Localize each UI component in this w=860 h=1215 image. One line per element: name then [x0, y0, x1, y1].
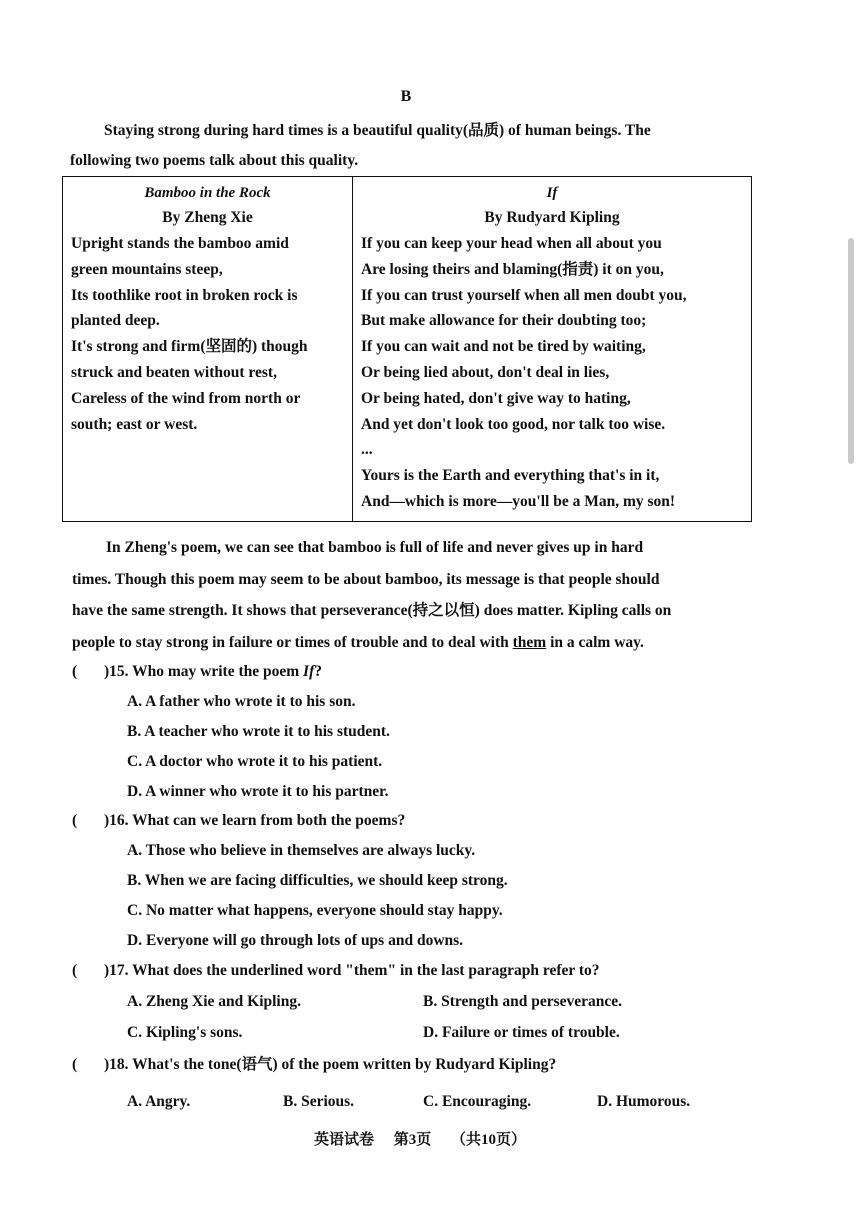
option: D. Failure or times of trouble. [423, 1024, 620, 1041]
poem-line: If you can wait and not be tired by waiting, [361, 338, 646, 356]
poem-author: By Rudyard Kipling [484, 209, 620, 226]
option: A. Angry. [127, 1093, 191, 1110]
option: A. Those who believe in themselves are always lucky. [127, 842, 476, 859]
question-15 [72, 657, 772, 807]
passage-line-4: people to stay strong in failure or times of trouble and to deal with them in a calm way. [72, 633, 644, 651]
intro-line-2: following two poems talk about this quality. [70, 152, 359, 169]
poem-line: Are losing theirs and blaming(指责) it on you, [361, 260, 664, 278]
poem-line: ... [361, 441, 373, 459]
page-footer [0, 1128, 840, 1149]
poem-line: struck and beaten without rest, [71, 363, 277, 381]
poem-line: If you can keep your head when all about you [361, 235, 662, 252]
passage-line-2: times. Though this poem may seem to be about bamboo, its message is that people should [72, 570, 660, 588]
question-stem: ( )17. What does the underlined word "them" in the last paragraph refer to? [72, 956, 772, 986]
underlined-word: them [512, 633, 547, 651]
answer-blank: ( [72, 663, 78, 680]
passage-line-3: have the same strength. It shows that perseverance(持之以恒) does matter. Kipling calls on [72, 602, 672, 619]
poem-line: Its toothlike root in broken rock is [71, 286, 298, 304]
section-letter: B [400, 88, 412, 105]
poem-line: And—which is more—you'll be a Man, my son! [361, 492, 676, 510]
question-18 [72, 1050, 772, 1120]
option: C. A doctor who wrote it to his patient. [127, 753, 383, 770]
question-stem: ( )15. Who may write the poem If? [72, 657, 772, 687]
answer-blank: ( [72, 812, 78, 829]
option: B. When we are facing difficulties, we should keep strong. [127, 872, 508, 889]
option: D. Humorous. [597, 1093, 691, 1110]
passage-line-1: In Zheng's poem, we can see that bamboo is full of life and never gives up in hard [106, 539, 644, 556]
poem-line: Careless of the wind from north or [71, 389, 301, 407]
question-17 [72, 956, 772, 1048]
option: B. Strength and perseverance. [423, 993, 623, 1010]
poem-title: Bamboo in the Rock [144, 185, 271, 201]
poem-line: If you can trust yourself when all men doubt you, [361, 286, 687, 304]
option: C. Kipling's sons. [127, 1024, 243, 1041]
scrollbar[interactable] [848, 238, 854, 464]
footer-total-pages: （共10页） [451, 1132, 527, 1148]
poem-line: green mountains steep, [71, 260, 223, 278]
poem-line: south; east or west. [71, 415, 198, 433]
intro-paragraph [70, 116, 750, 176]
option: C. Encouraging. [423, 1093, 532, 1110]
poem-bamboo [63, 177, 353, 521]
poems-table [62, 176, 752, 522]
poem-line: But make allowance for their doubting too; [361, 312, 647, 330]
poem-line: Or being lied about, don't deal in lies, [361, 363, 610, 381]
answer-blank: ( [72, 962, 78, 979]
intro-line-1: Staying strong during hard times is a beautiful quality(品质) of human beings. The [104, 122, 651, 139]
poem-line: Upright stands the bamboo amid [71, 235, 289, 252]
option: D. Everyone will go through lots of ups and downs. [127, 932, 464, 949]
question-stem: ( )16. What can we learn from both the poems? [72, 806, 772, 836]
question-16 [72, 806, 772, 956]
question-stem: ( )18. What's the tone(语气) of the poem written by Rudyard Kipling? [72, 1050, 772, 1080]
poem-if [353, 177, 751, 521]
poem-line: Yours is the Earth and everything that's in it, [361, 467, 660, 485]
answer-blank: ( [72, 1056, 78, 1073]
option: A. Zheng Xie and Kipling. [127, 993, 301, 1010]
passage [72, 532, 752, 658]
poem-author: By Zheng Xie [162, 209, 253, 226]
option: A. A father who wrote it to his son. [127, 693, 356, 710]
poem-line: planted deep. [71, 312, 160, 330]
footer-page-number: 第3页 [393, 1132, 432, 1148]
option: B. Serious. [283, 1093, 355, 1110]
option: B. A teacher who wrote it to his student. [127, 723, 390, 740]
option: C. No matter what happens, everyone should stay happy. [127, 902, 503, 919]
poem-line: And yet don't look too good, nor talk too wise. [361, 415, 666, 433]
poem-line: It's strong and firm(坚固的) though [71, 338, 308, 356]
poem-line: Or being hated, don't give way to hating, [361, 389, 631, 407]
option: D. A winner who wrote it to his partner. [127, 783, 389, 800]
poem-title: If [546, 185, 558, 201]
footer-subject: 英语试卷 [313, 1132, 374, 1148]
